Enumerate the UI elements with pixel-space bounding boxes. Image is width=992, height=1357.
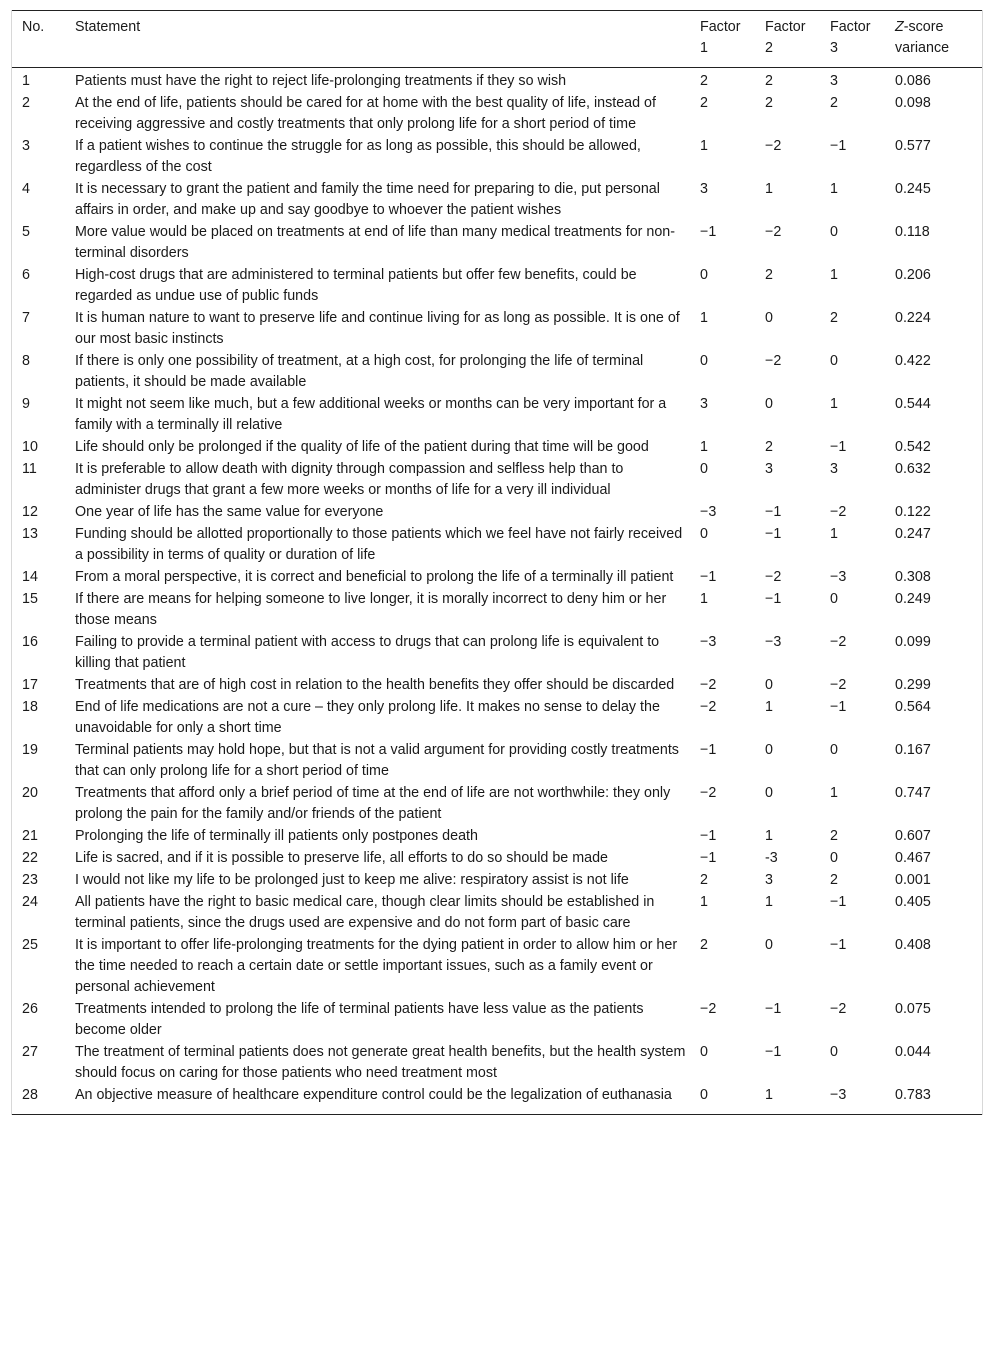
table-row [12,436,982,458]
cell-factor-2: 0 [765,310,773,326]
table-row [12,891,982,934]
cell-factor-2: 1 [765,699,773,715]
table-row [12,523,982,566]
cell-factor-2: 1 [765,181,773,197]
cell-no: 5 [22,224,30,240]
cell-no: 19 [22,742,38,758]
cell-factor-2: 2 [765,439,773,455]
cell-statement: At the end of life, patients should be cared for at home with the best quality of life, instead of receiving aggressive and costly treatments that only prolong life for a short period of time [75,95,656,132]
table-row [12,934,982,998]
cell-factor-3: −1 [830,439,847,455]
table-row [12,307,982,350]
cell-statement: It is necessary to grant the patient and family the time need for preparing to die, put personal affairs in order, and make up and say goodbye to whoever the patient wishes [75,181,660,218]
cell-factor-2: 1 [765,894,773,910]
cell-factor-2: −2 [765,569,782,585]
cell-zscore-variance: 0.075 [895,1001,931,1017]
cell-factor-3: 2 [830,828,838,844]
cell-statement: I would not like my life to be prolonged just to keep me alive: respiratory assist is not life [75,872,629,888]
cell-zscore-variance: 0.122 [895,504,931,520]
table-row [12,393,982,436]
cell-no: 10 [22,439,38,455]
cell-no: 11 [22,461,37,477]
cell-factor-3: −1 [830,699,847,715]
cell-factor-1: −2 [700,1001,717,1017]
cell-factor-3: 1 [830,526,838,542]
table-row [12,501,982,523]
table-row [12,221,982,264]
cell-no: 13 [22,526,38,542]
cell-factor-1: 1 [700,894,708,910]
cell-factor-1: −3 [700,504,717,520]
cell-factor-3: 0 [830,850,838,866]
cell-factor-2: −2 [765,353,782,369]
cell-factor-1: 2 [700,95,708,111]
table-row [12,674,982,696]
cell-zscore-variance: 0.167 [895,742,931,758]
cell-statement: Life should only be prolonged if the quality of life of the patient during that time will be good [75,439,649,455]
cell-factor-2: −1 [765,526,782,542]
cell-factor-1: −1 [700,828,717,844]
cell-statement: Terminal patients may hold hope, but that is not a valid argument for providing costly treatments that can only prolong life for a short period of time [75,742,679,779]
table-row [12,264,982,307]
cell-no: 1 [22,73,30,89]
cell-no: 14 [22,569,38,585]
cell-no: 4 [22,181,30,197]
table-frame [11,10,983,1115]
cell-factor-3: −1 [830,894,847,910]
cell-no: 27 [22,1044,38,1060]
cell-statement: End of life medications are not a cure – they only prolong life. It makes no sense to delay the unavoidable for only a short time [75,699,660,736]
cell-zscore-variance: 0.467 [895,850,931,866]
cell-no: 6 [22,267,30,283]
cell-zscore-variance: 0.001 [895,872,931,888]
cell-statement: High-cost drugs that are administered to terminal patients but offer few benefits, could be regarded as undue use of public funds [75,267,637,304]
cell-statement: Prolonging the life of terminally ill patients only postpones death [75,828,478,844]
table-body [12,68,982,1115]
header-factor-3: Factor 3 [830,11,895,68]
cell-zscore-variance: 0.247 [895,526,931,542]
cell-factor-2: 2 [765,73,773,89]
cell-factor-3: 1 [830,181,838,197]
cell-zscore-variance: 0.747 [895,785,931,801]
cell-statement: If there is only one possibility of treatment, at a high cost, for prolonging the life of terminal patients, it should be made available [75,353,644,390]
cell-factor-2: 0 [765,742,773,758]
cell-factor-2: 0 [765,677,773,693]
cell-no: 15 [22,591,38,607]
cell-statement: Treatments that are of high cost in relation to the health benefits they offer should be discarded [75,677,675,693]
cell-statement: Treatments intended to prolong the life of terminal patients have less value as the patients become older [75,1001,644,1038]
table-row [12,696,982,739]
cell-no: 9 [22,396,30,412]
cell-factor-3: −2 [830,1001,847,1017]
table-row [12,782,982,825]
table-row [12,68,982,93]
cell-factor-1: 3 [700,181,708,197]
table-row [12,92,982,135]
cell-statement: Treatments that afford only a brief period of time at the end of life are not worthwhile: they only prolong the pain for the family and/or friends of the patient [75,785,671,822]
table-row [12,350,982,393]
cell-factor-2: 1 [765,1084,830,1115]
cell-no: 20 [22,785,38,801]
cell-statement: It might not seem like much, but a few additional weeks or months can be very important for a family with a terminally ill relative [75,396,667,433]
cell-factor-2: 3 [765,461,773,477]
cell-no: 8 [22,353,30,369]
cell-zscore-variance: 0.308 [895,569,931,585]
cell-no: 3 [22,138,30,154]
table-row [12,135,982,178]
cell-statement: More value would be placed on treatments at end of life than many medical treatments for non-terminal disorders [75,224,676,261]
cell-factor-3: 0 [830,591,838,607]
table-row [12,1041,982,1084]
cell-factor-2: 0 [765,937,773,953]
cell-factor-2: -3 [765,850,778,866]
cell-factor-3: 0 [830,1044,838,1060]
cell-no: 2 [22,95,30,111]
cell-zscore-variance: 0.299 [895,677,931,693]
cell-factor-1: 0 [700,1084,765,1115]
cell-no: 25 [22,937,38,953]
table-row [12,458,982,501]
table-row [12,588,982,631]
cell-statement: It is important to offer life-prolonging treatments for the dying patient in order to allow him or her the time needed to reach a certain date or settle important issues, such as a family event or personal achievement [75,937,678,995]
cell-zscore-variance: 0.249 [895,591,931,607]
cell-factor-1: 1 [700,439,708,455]
cell-statement: Patients must have the right to reject life-prolonging treatments if they so wish [75,73,567,89]
cell-factor-2: −1 [765,1001,782,1017]
cell-statement: From a moral perspective, it is correct and beneficial to prolong the life of a terminally ill patient [75,569,674,585]
table-row [12,998,982,1041]
cell-factor-2: −1 [765,1044,782,1060]
cell-factor-3: 2 [830,95,838,111]
table-row [12,631,982,674]
cell-no: 18 [22,699,38,715]
cell-zscore-variance: 0.206 [895,267,931,283]
cell-factor-1: 1 [700,591,708,607]
cell-factor-1: 2 [700,872,708,888]
cell-zscore-variance: 0.544 [895,396,931,412]
cell-statement: Failing to provide a terminal patient with access to drugs that can prolong life is equivalent to killing that patient [75,634,660,671]
cell-no: 12 [22,504,38,520]
cell-factor-2: 3 [765,872,773,888]
cell-factor-1: 1 [700,138,708,154]
cell-factor-2: −3 [765,634,782,650]
cell-zscore-variance: 0.224 [895,310,931,326]
cell-factor-1: 0 [700,353,708,369]
table-row [12,566,982,588]
cell-factor-3: −3 [830,1084,895,1115]
cell-factor-1: −1 [700,742,717,758]
cell-statement: Life is sacred, and if it is possible to preserve life, all efforts to do so should be made [75,850,608,866]
table-row [12,1084,982,1115]
cell-no: 23 [22,872,38,888]
statements-table [12,10,982,1115]
cell-zscore-variance: 0.086 [895,73,931,89]
table-row [12,847,982,869]
cell-factor-3: 1 [830,267,838,283]
table-row [12,178,982,221]
header-factor-2: Factor 2 [765,11,830,68]
cell-no: 16 [22,634,38,650]
cell-factor-1: −3 [700,634,717,650]
cell-factor-1: 2 [700,73,708,89]
cell-factor-3: 3 [830,73,838,89]
cell-factor-1: −1 [700,850,717,866]
cell-zscore-variance: 0.542 [895,439,931,455]
cell-no: 24 [22,894,38,910]
cell-factor-1: −1 [700,224,717,240]
cell-factor-2: 1 [765,828,773,844]
cell-statement: It is human nature to want to preserve life and continue living for as long as possible. It is one of our most basic instincts [75,310,680,347]
table-row [12,739,982,782]
cell-zscore-variance: 0.783 [895,1084,982,1115]
cell-factor-3: 2 [830,310,838,326]
cell-zscore-variance: 0.044 [895,1044,931,1060]
cell-factor-2: −1 [765,591,782,607]
cell-no: 7 [22,310,30,326]
cell-zscore-variance: 0.098 [895,95,931,111]
cell-factor-1: 3 [700,396,708,412]
cell-factor-2: 0 [765,785,773,801]
cell-no: 26 [22,1001,38,1017]
cell-factor-1: −1 [700,569,717,585]
cell-zscore-variance: 0.099 [895,634,931,650]
cell-factor-1: 0 [700,267,708,283]
cell-zscore-variance: 0.607 [895,828,931,844]
cell-zscore-variance: 0.422 [895,353,931,369]
cell-factor-1: 0 [700,1044,708,1060]
header-row [12,11,982,68]
cell-factor-2: 2 [765,95,773,111]
cell-factor-2: −2 [765,138,782,154]
cell-statement: It is preferable to allow death with dignity through compassion and selfless help than to administer drugs that grant a few more weeks or months of life for a very ill individual [75,461,624,498]
cell-statement: An objective measure of healthcare expenditure control could be the legalization of euthanasia [73,1084,700,1115]
cell-statement: All patients have the right to basic medical care, though clear limits should be established in terminal patients, since the drugs used are expensive and do not form part of basic care [75,894,655,931]
cell-zscore-variance: 0.405 [895,894,931,910]
cell-factor-1: −2 [700,677,717,693]
cell-factor-1: 0 [700,526,708,542]
table-row [12,869,982,891]
cell-zscore-variance: 0.245 [895,181,931,197]
header-statement: Statement [73,11,700,68]
cell-factor-2: 0 [765,396,773,412]
cell-factor-1: −2 [700,699,717,715]
cell-no: 22 [22,850,38,866]
cell-factor-3: −2 [830,504,847,520]
cell-factor-3: −2 [830,677,847,693]
cell-factor-1: 1 [700,310,708,326]
cell-zscore-variance: 0.632 [895,461,931,477]
cell-statement: The treatment of terminal patients does not generate great health benefits, but the health system should focus on caring for those patients who need treatment most [75,1044,686,1081]
cell-zscore-variance: 0.564 [895,699,931,715]
header-factor-1: Factor 1 [700,11,765,68]
cell-factor-3: 3 [830,461,838,477]
cell-no: 21 [22,828,38,844]
cell-factor-3: −2 [830,634,847,650]
header-zscore-variance: Z-score variance [895,11,982,68]
header-no: No. [12,11,73,68]
cell-factor-2: 2 [765,267,773,283]
cell-factor-3: 2 [830,872,838,888]
cell-zscore-variance: 0.118 [895,224,930,240]
cell-no: 28 [12,1084,73,1115]
cell-factor-1: 0 [700,461,708,477]
table-row [12,825,982,847]
cell-factor-2: −1 [765,504,782,520]
cell-statement: If a patient wishes to continue the struggle for as long as possible, this should be allowed, regardless of the cost [75,138,641,175]
cell-factor-3: −1 [830,937,847,953]
cell-statement: One year of life has the same value for everyone [75,504,384,520]
cell-factor-3: 0 [830,353,838,369]
cell-statement: Funding should be allotted proportionally to those patients which we feel have not fairly received a possibility in terms of quality or duration of life [75,526,683,563]
cell-factor-3: 1 [830,785,838,801]
cell-factor-3: −3 [830,569,847,585]
cell-zscore-variance: 0.408 [895,937,931,953]
cell-no: 17 [22,677,38,693]
cell-factor-3: 0 [830,742,838,758]
cell-factor-3: 0 [830,224,838,240]
cell-statement: If there are means for helping someone to live longer, it is morally incorrect to deny him or her those means [75,591,667,628]
cell-factor-2: −2 [765,224,782,240]
cell-factor-1: 2 [700,937,708,953]
cell-factor-3: 1 [830,396,838,412]
cell-factor-1: −2 [700,785,717,801]
cell-factor-3: −1 [830,138,847,154]
cell-zscore-variance: 0.577 [895,138,931,154]
